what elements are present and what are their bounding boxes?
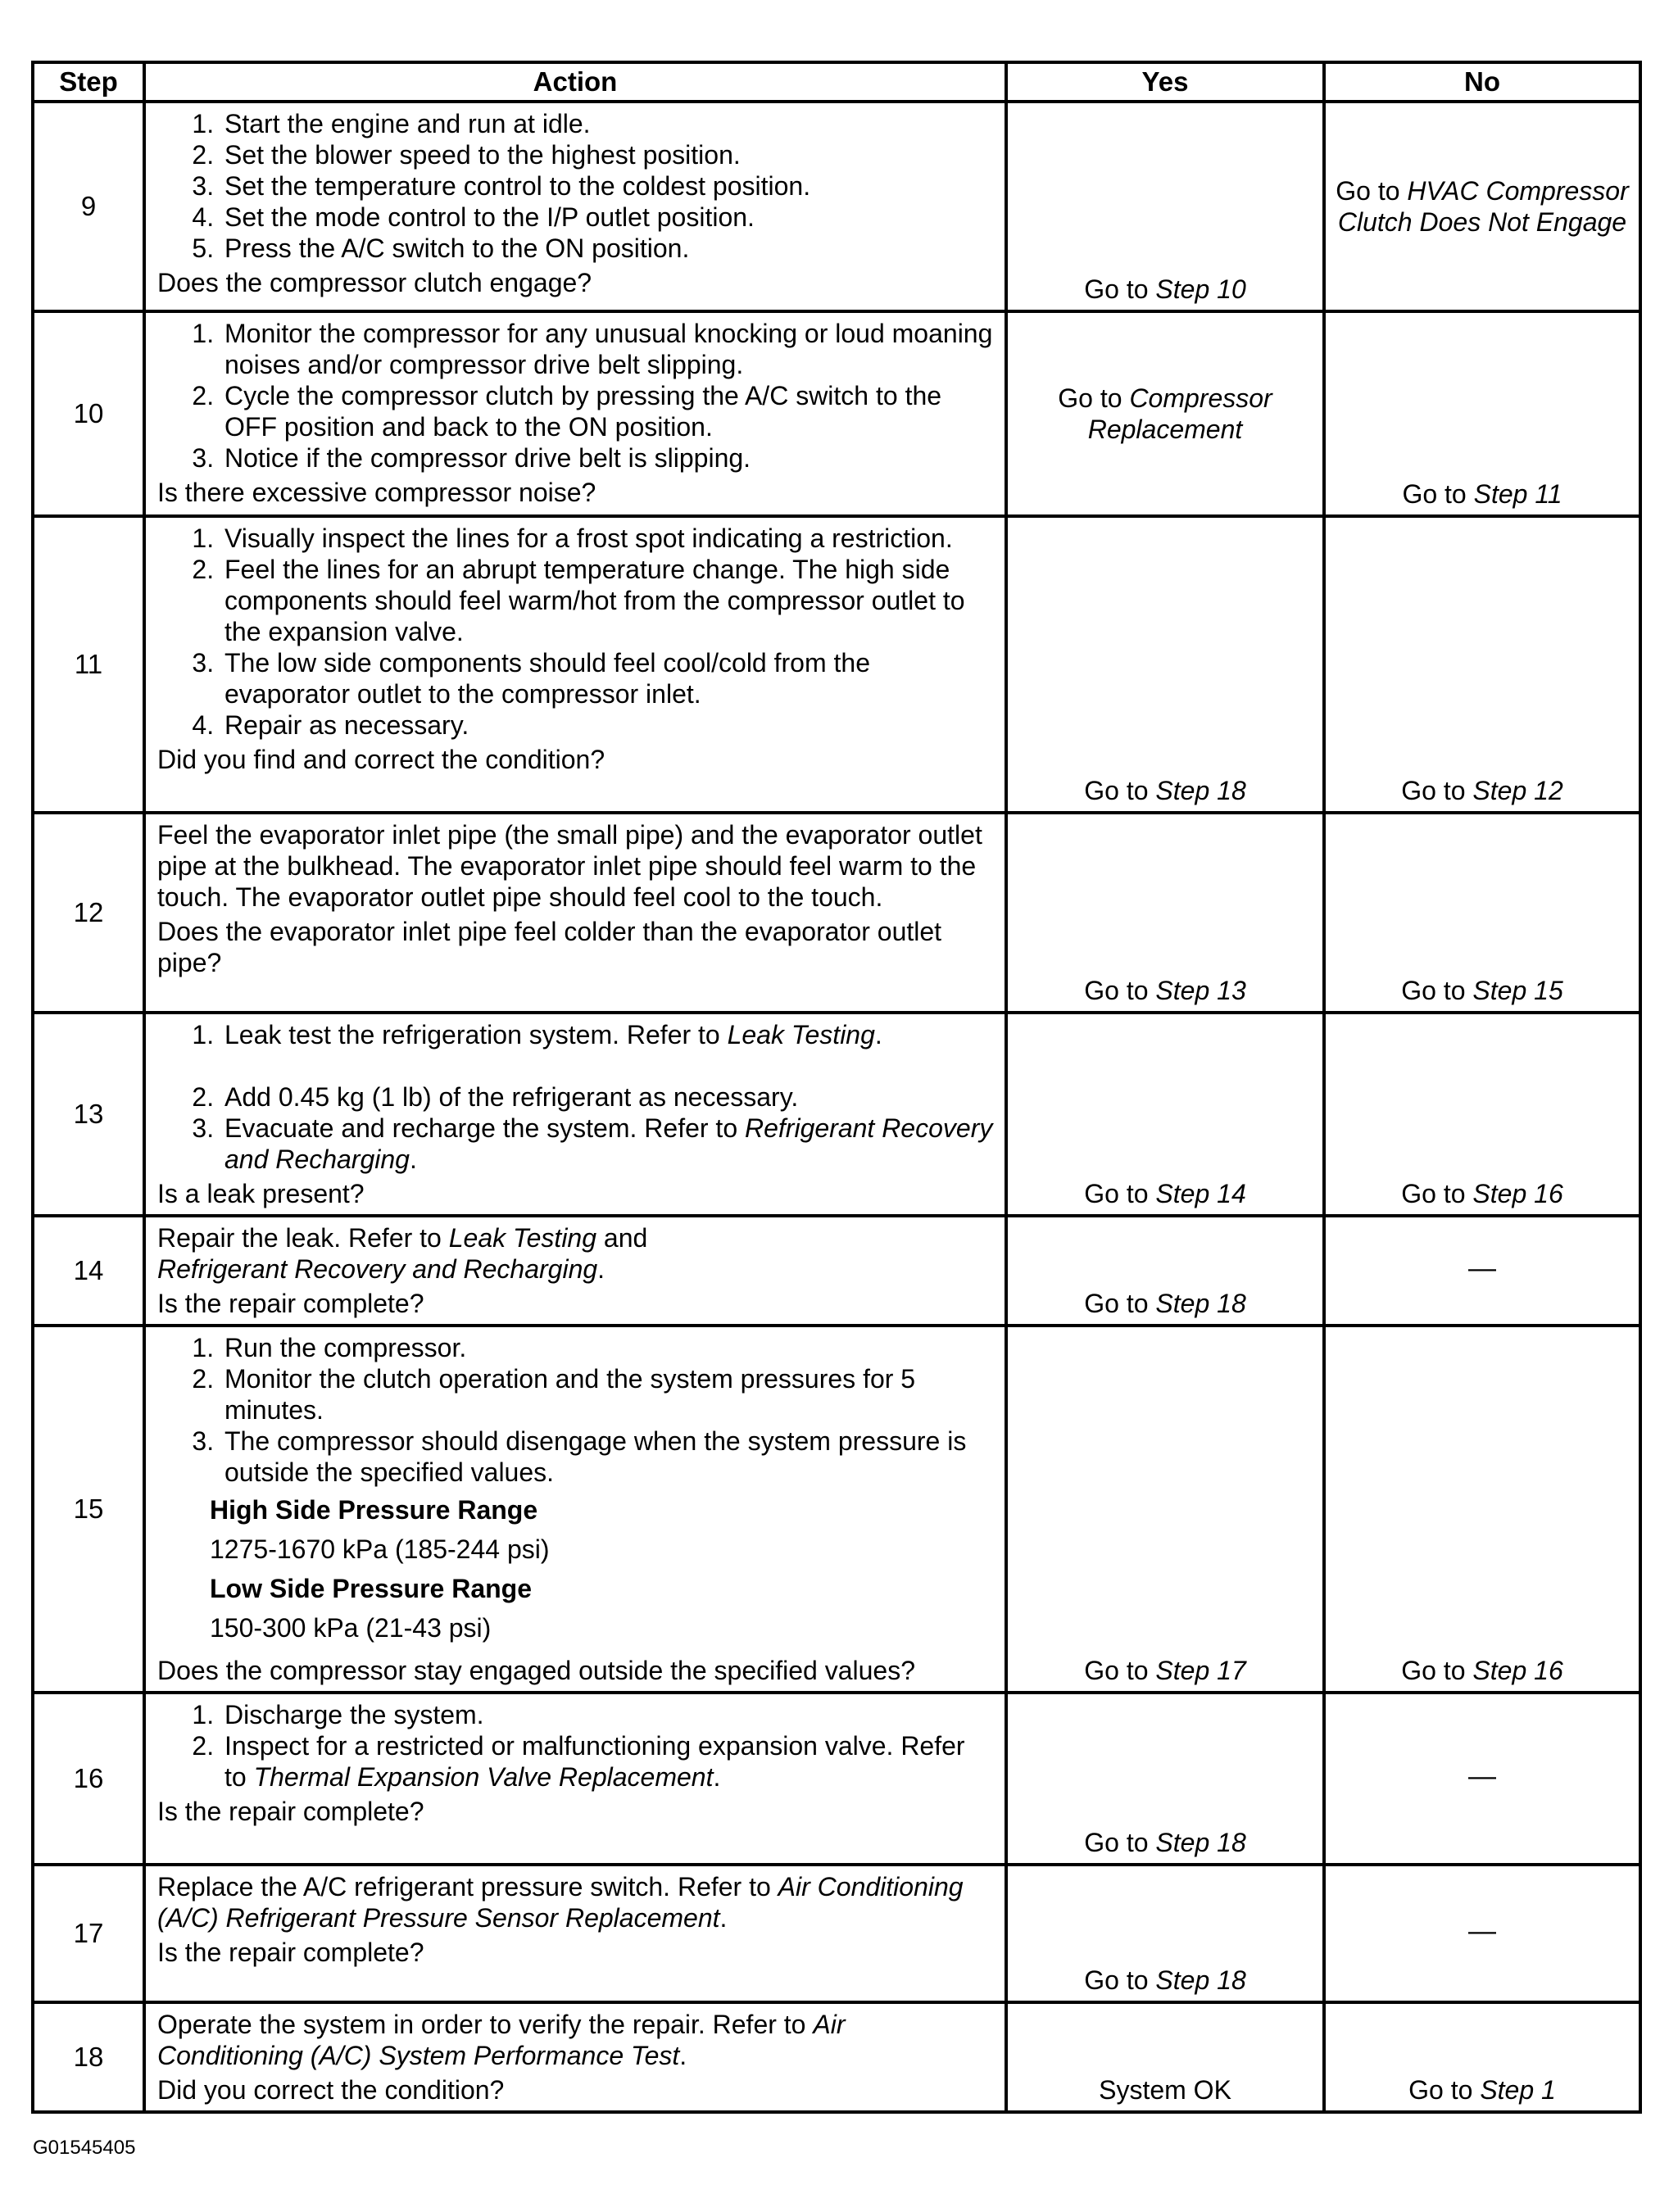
no-result: Go to Step 16 xyxy=(1324,1326,1640,1693)
step-action xyxy=(144,311,1006,516)
action-text: Repair the leak. Refer to Leak Testing and Refrigerant Recovery and Recharging. xyxy=(157,1223,648,1284)
step-link[interactable]: Step 10 xyxy=(1155,274,1246,304)
table-row xyxy=(33,1693,1640,1865)
list-item: 2. Set the blower speed to the highest position. xyxy=(221,139,993,170)
list-item: 1. Leak test the refrigeration system. Refer to Leak Testing. xyxy=(221,1019,993,1081)
step-action xyxy=(144,102,1006,311)
step-question: Is the repair complete? xyxy=(157,1289,424,1318)
list-item: 1. Start the engine and run at idle. xyxy=(221,108,993,139)
low-side-value: 150-300 kPa (21-43 psi) xyxy=(210,1613,492,1643)
step-action xyxy=(144,1326,1006,1693)
step-action xyxy=(144,1013,1006,1216)
header-step: Step xyxy=(33,62,144,102)
header-yes: Yes xyxy=(1006,62,1324,102)
list-item: 3. Set the temperature control to the coldest position. xyxy=(221,170,993,202)
figure-code: G01545405 xyxy=(33,2137,136,2159)
list-item: 1. Monitor the compressor for any unusual knocking or loud moaning noises and/or compressor drive belt slipping. xyxy=(221,318,993,380)
yes-result: Go to Step 18 xyxy=(1006,1693,1324,1865)
action-list xyxy=(157,1332,993,1488)
step-link[interactable]: Step 18 xyxy=(1155,1289,1246,1318)
list-item: 1. Visually inspect the lines for a frost spot indicating a restriction. xyxy=(221,523,993,554)
yes-result: Go to Step 10 xyxy=(1006,102,1324,311)
step-number: 13 xyxy=(33,1013,144,1216)
step-action xyxy=(144,1216,1006,1326)
step-number: 12 xyxy=(33,813,144,1013)
no-result: Go to Step 12 xyxy=(1324,516,1640,813)
action-list xyxy=(157,523,993,741)
step-number: 9 xyxy=(33,102,144,311)
procedure-link[interactable]: Refrigerant Recovery and Recharging xyxy=(157,1254,598,1284)
table-row xyxy=(33,516,1640,813)
step-link[interactable]: Step 15 xyxy=(1472,976,1563,1005)
step-link[interactable]: Step 11 xyxy=(1473,479,1562,509)
step-number: 14 xyxy=(33,1216,144,1326)
step-action xyxy=(144,813,1006,1013)
step-question: Does the compressor clutch engage? xyxy=(157,268,592,297)
action-list xyxy=(157,108,993,264)
step-question: Did you correct the condition? xyxy=(157,2075,505,2105)
no-result: Go to Step 15 xyxy=(1324,813,1640,1013)
step-link[interactable]: Step 16 xyxy=(1472,1656,1563,1685)
no-result: Go to Step 16 xyxy=(1324,1013,1640,1216)
table-header-row xyxy=(33,62,1640,102)
list-item: 3. Evacuate and recharge the system. Refer to Refrigerant Recovery and Recharging. xyxy=(221,1113,993,1175)
no-result: Go to HVAC Compressor Clutch Does Not Engage xyxy=(1324,102,1640,311)
no-result: — xyxy=(1324,1216,1640,1326)
diagnostic-table xyxy=(31,61,1642,2114)
step-question: Is the repair complete? xyxy=(157,1797,424,1826)
procedure-link[interactable]: Leak Testing xyxy=(727,1020,875,1049)
no-result: — xyxy=(1324,1865,1640,2002)
action-text: Feel the evaporator inlet pipe (the small pipe) and the evaporator outlet pipe at the bulkhead. The evaporator inlet pipe should feel warm to the touch. The evaporator outlet pipe should feel cool to the touch. xyxy=(157,820,982,912)
high-side-label: High Side Pressure Range xyxy=(210,1495,538,1525)
step-action xyxy=(144,516,1006,813)
step-link[interactable]: Step 18 xyxy=(1155,1828,1246,1857)
yes-result: System OK xyxy=(1006,2002,1324,2112)
step-number: 15 xyxy=(33,1326,144,1693)
table-row xyxy=(33,1013,1640,1216)
list-item: 2. Inspect for a restricted or malfunctioning expansion valve. Refer to Thermal Expansion Valve Replacement. xyxy=(221,1730,993,1793)
yes-result: Go to Step 18 xyxy=(1006,1216,1324,1326)
step-number: 16 xyxy=(33,1693,144,1865)
step-question: Did you find and correct the condition? xyxy=(157,745,605,774)
step-number: 17 xyxy=(33,1865,144,2002)
yes-result: Go to Step 18 xyxy=(1006,1865,1324,2002)
table-row xyxy=(33,813,1640,1013)
procedure-link[interactable]: Leak Testing xyxy=(448,1223,597,1253)
table-row xyxy=(33,1216,1640,1326)
pressure-specs xyxy=(210,1494,993,1643)
list-item: 4. Repair as necessary. xyxy=(221,709,993,741)
table-row xyxy=(33,2002,1640,2112)
table-row xyxy=(33,1865,1640,2002)
list-item: 3. The compressor should disengage when the system pressure is outside the specified values. xyxy=(221,1426,993,1488)
list-item: 3. The low side components should feel cool/cold from the evaporator outlet to the compressor inlet. xyxy=(221,647,993,709)
list-item: 3. Notice if the compressor drive belt is slipping. xyxy=(221,442,993,474)
step-question: Is there excessive compressor noise? xyxy=(157,478,596,507)
table-row xyxy=(33,311,1640,516)
step-link[interactable]: Step 12 xyxy=(1472,776,1563,805)
action-list xyxy=(157,1019,993,1175)
list-item: 2. Cycle the compressor clutch by pressing the A/C switch to the OFF position and back to the ON position. xyxy=(221,380,993,442)
step-question: Is a leak present? xyxy=(157,1179,365,1208)
action-list xyxy=(157,318,993,474)
step-link[interactable]: Step 1 xyxy=(1480,2075,1556,2105)
step-number: 18 xyxy=(33,2002,144,2112)
step-number: 11 xyxy=(33,516,144,813)
table-row xyxy=(33,1326,1640,1693)
list-item: 4. Set the mode control to the I/P outlet position. xyxy=(221,202,993,233)
list-item: 1. Run the compressor. xyxy=(221,1332,993,1363)
list-item: 1. Discharge the system. xyxy=(221,1699,993,1730)
no-result: — xyxy=(1324,1693,1640,1865)
step-link[interactable]: Step 13 xyxy=(1155,976,1246,1005)
step-link[interactable]: Step 14 xyxy=(1155,1179,1246,1208)
step-link[interactable]: Step 18 xyxy=(1155,776,1246,805)
header-action: Action xyxy=(144,62,1006,102)
procedure-link[interactable]: Thermal Expansion Valve Replacement xyxy=(253,1762,714,1792)
list-item: 2. Add 0.45 kg (1 lb) of the refrigerant as necessary. xyxy=(221,1081,993,1113)
procedure-link[interactable]: Compressor Replacement xyxy=(1087,383,1272,444)
yes-result: Go to Compressor Replacement xyxy=(1006,311,1324,516)
list-item: 2. Monitor the clutch operation and the system pressures for 5 minutes. xyxy=(221,1363,993,1426)
step-action xyxy=(144,2002,1006,2112)
step-link[interactable]: Step 16 xyxy=(1472,1179,1563,1208)
step-link[interactable]: Step 18 xyxy=(1155,1965,1246,1995)
step-question: Is the repair complete? xyxy=(157,1938,424,1967)
yes-result: Go to Step 17 xyxy=(1006,1326,1324,1693)
step-link[interactable]: Step 17 xyxy=(1155,1656,1246,1685)
procedure-link[interactable]: Air Conditioning (A/C) System Performance Test xyxy=(157,2010,846,2070)
step-action xyxy=(144,1693,1006,1865)
table-row xyxy=(33,102,1640,311)
yes-result: Go to Step 18 xyxy=(1006,516,1324,813)
step-action xyxy=(144,1865,1006,2002)
no-result: Go to Step 1 xyxy=(1324,2002,1640,2112)
list-item: 2. Feel the lines for an abrupt temperature change. The high side components should feel warm/hot from the compressor outlet to the expansion valve. xyxy=(221,554,993,647)
yes-result: Go to Step 13 xyxy=(1006,813,1324,1013)
no-result: Go to Step 11 xyxy=(1324,311,1640,516)
procedure-link[interactable]: Refrigerant Recovery and Recharging xyxy=(224,1113,993,1174)
action-list xyxy=(157,1699,993,1793)
list-item: 5. Press the A/C switch to the ON position. xyxy=(221,233,993,264)
high-side-value: 1275-1670 kPa (185-244 psi) xyxy=(210,1534,550,1564)
procedure-link[interactable]: Air Conditioning (A/C) Refrigerant Pressure Sensor Replacement xyxy=(157,1872,964,1933)
procedure-link[interactable]: HVAC Compressor Clutch Does Not Engage xyxy=(1337,176,1629,237)
action-text: Operate the system in order to verify the repair. Refer to Air Conditioning (A/C) System Performance Test. xyxy=(157,2010,846,2070)
yes-result: Go to Step 14 xyxy=(1006,1013,1324,1216)
header-no: No xyxy=(1324,62,1640,102)
step-number: 10 xyxy=(33,311,144,516)
action-text: Replace the A/C refrigerant pressure switch. Refer to Air Conditioning (A/C) Refrigerant Pressure Sensor Replacement. xyxy=(157,1872,964,1933)
low-side-label: Low Side Pressure Range xyxy=(210,1574,533,1603)
step-question: Does the compressor stay engaged outside the specified values? xyxy=(157,1656,915,1685)
step-question: Does the evaporator inlet pipe feel colder than the evaporator outlet pipe? xyxy=(157,917,942,977)
